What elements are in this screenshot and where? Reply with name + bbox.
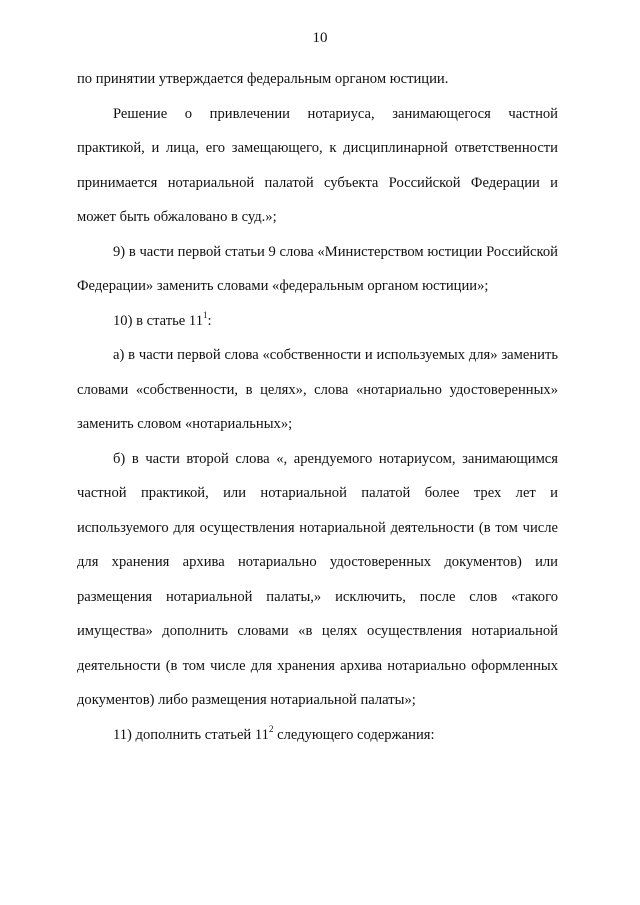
paragraph-item-10 — [77, 304, 558, 339]
item-11-text: 11) дополнить статьей 11 — [113, 726, 269, 743]
paragraph-decision: Решение о привлечении нотариуса, занимающегося частной практикой, и лица, его замещающего, к дисциплинарной ответственности принимается нотариальной палатой субъекта Российской Федерации и может быть обжаловано в суд.»; — [77, 105, 558, 225]
page-number: 10 — [312, 30, 328, 46]
item-10-suffix: : — [207, 312, 212, 329]
item-11-superscript: 2 — [268, 723, 274, 734]
item-10-text: 10) в статье 11 — [113, 312, 203, 329]
document-body — [77, 62, 558, 752]
item-10-superscript: 1 — [203, 309, 208, 320]
paragraph-subitem-b: б) в части второй слова «, арендуемого нотариусом, занимающимся частной практикой, или нотариальной палатой более трех лет и используемого для осуществления нотариальной деятельности (в том числе для хранения архива нотариально удостоверенных документов) или размещения нотариальной палаты,» исключить, после слов «такого имущества» дополнить словами «в целях осуществления нотариальной деятельности (в том числе для хранения архива нотариально оформленных документов) либо размещения нотариальной палаты»; — [77, 450, 558, 708]
paragraph-item-9: 9) в части первой статьи 9 слова «Министерством юстиции Российской Федерации» заменить словами «федеральным органом юстиции»; — [77, 243, 558, 294]
paragraph-subitem-a: а) в части первой слова «собственности и используемых для» заменить словами «собственности, в целях», слова «нотариально удостоверенных» заменить словом «нотариальных»; — [77, 347, 558, 432]
paragraph-continuation: по принятии утверждается федеральным органом юстиции. — [77, 71, 449, 87]
paragraph-item-11 — [77, 718, 558, 753]
item-11-suffix: следующего содержания: — [273, 726, 435, 743]
